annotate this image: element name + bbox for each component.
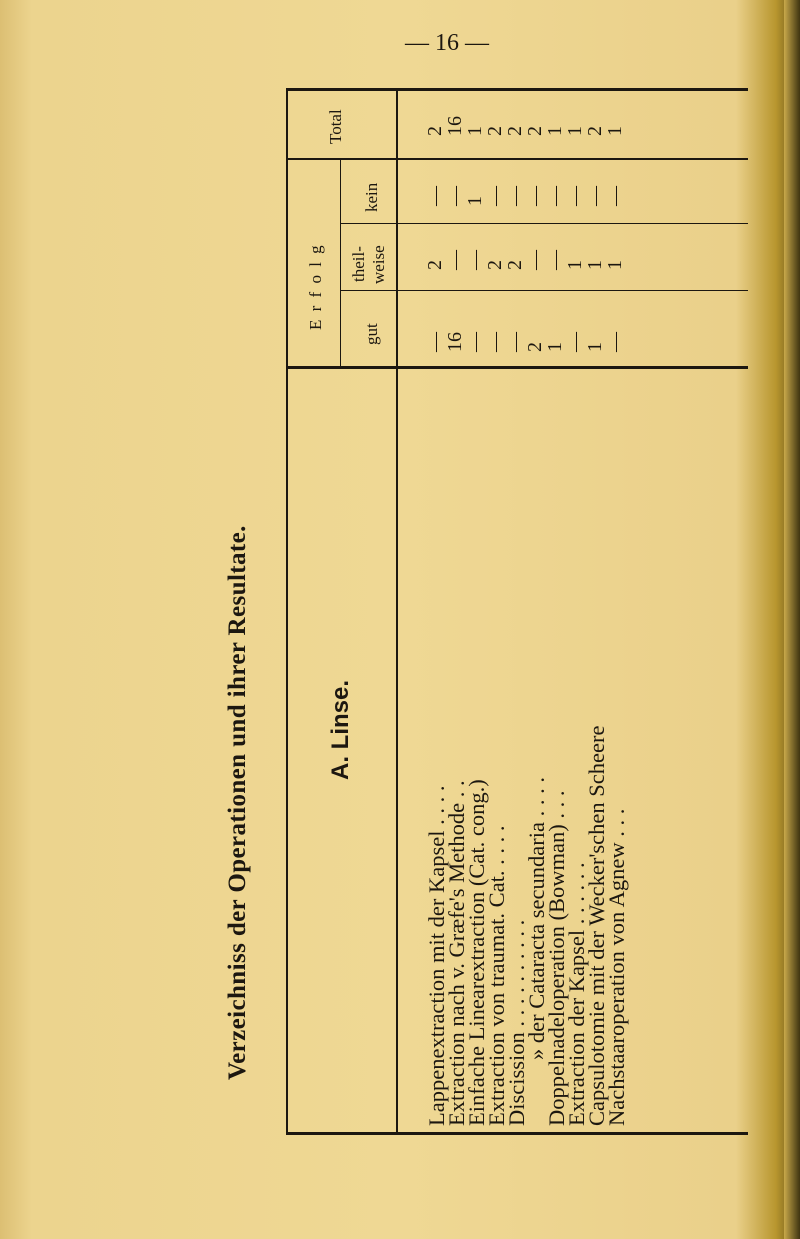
cell-theilweise: 2	[504, 260, 526, 270]
cell-theilweise: —	[544, 250, 566, 270]
cell-theilweise: 1	[564, 260, 586, 270]
row-label: Extraction der Kapsel . . . . . .	[564, 862, 589, 1126]
cell-theilweise: —	[464, 250, 486, 270]
cell-kein: —	[484, 186, 506, 206]
cell-gut: —	[564, 332, 586, 352]
cell-gut: 1	[584, 342, 606, 352]
row-label: Einfache Linearextraction (Cat. cong.)	[464, 779, 489, 1126]
cell-total: 2	[524, 126, 546, 136]
cell-theilweise: —	[444, 250, 466, 270]
row-label: Nachstaaroperation von Agnew . . .	[604, 808, 629, 1126]
cell-theilweise: 2	[484, 260, 506, 270]
row-label: Lappenextraction mit der Kapsel . . . .	[424, 785, 449, 1126]
table-total-rule	[286, 158, 748, 160]
cell-gut: —	[464, 332, 486, 352]
erfolg-group-rule	[340, 160, 341, 367]
cell-total: 1	[604, 126, 626, 136]
row-label: » der Cataracta secundaria . . . .	[524, 777, 549, 1060]
table-bottom-rule	[286, 1132, 748, 1135]
cell-theilweise: 1	[584, 260, 606, 270]
cell-gut: 2	[524, 342, 546, 352]
page-spine-shadow	[784, 0, 800, 1239]
page-number: — 16 —	[405, 30, 489, 56]
header-erfolg: E r f o l g	[306, 243, 325, 330]
cell-theilweise: 2	[424, 260, 446, 270]
table-head-edge	[396, 88, 398, 1135]
cell-total: 1	[464, 126, 486, 136]
cell-theilweise: —	[524, 250, 546, 270]
table-header-rule	[286, 366, 748, 369]
row-label: Extraction von traumat. Cat. . . . .	[484, 825, 509, 1126]
row-label: Doppelnadeloperation (Bowman) . . .	[544, 790, 569, 1126]
cell-total: 2	[504, 126, 526, 136]
cell-total: 1	[544, 126, 566, 136]
table-col-rule-1	[340, 223, 748, 224]
cell-kein: —	[424, 186, 446, 206]
cell-total: 2	[584, 126, 606, 136]
cell-total: 2	[484, 126, 506, 136]
row-label: Capsulotomie mit der Wecker'schen Scheere	[584, 725, 609, 1126]
cell-gut: —	[484, 332, 506, 352]
cell-gut: —	[504, 332, 526, 352]
cell-gut: 1	[544, 342, 566, 352]
header-kein: kein	[362, 182, 381, 212]
cell-kein: —	[564, 186, 586, 206]
cell-theilweise: 1	[604, 260, 626, 270]
header-theilweise-line2: weise	[369, 245, 388, 284]
cell-gut: —	[604, 332, 626, 352]
section-title: A. Linse.	[327, 679, 354, 780]
row-label: Discission . . . . . . . . . .	[504, 919, 529, 1126]
cell-kein: 1	[464, 196, 486, 206]
cell-total: 16	[444, 116, 466, 136]
header-total: Total	[326, 109, 345, 144]
row-label: Extraction nach v. Græfe's Methode . .	[444, 780, 469, 1126]
cell-kein: —	[604, 186, 626, 206]
cell-total: 1	[564, 126, 586, 136]
cell-gut: —	[424, 332, 446, 352]
cell-kein: —	[544, 186, 566, 206]
cell-kein: —	[584, 186, 606, 206]
cell-kein: —	[444, 186, 466, 206]
header-theilweise-line1: theil-	[349, 246, 368, 282]
cell-total: 2	[424, 126, 446, 136]
cell-kein: —	[504, 186, 526, 206]
page-side-title: Verzeichniss der Operationen und ihrer Resultate.	[224, 525, 251, 1080]
table-left-edge	[286, 88, 288, 1135]
cell-gut: 16	[444, 332, 466, 352]
cell-kein: —	[524, 186, 546, 206]
table-col-rule-2	[340, 290, 748, 291]
header-gut: gut	[362, 323, 381, 345]
table-top-rule	[286, 88, 748, 91]
